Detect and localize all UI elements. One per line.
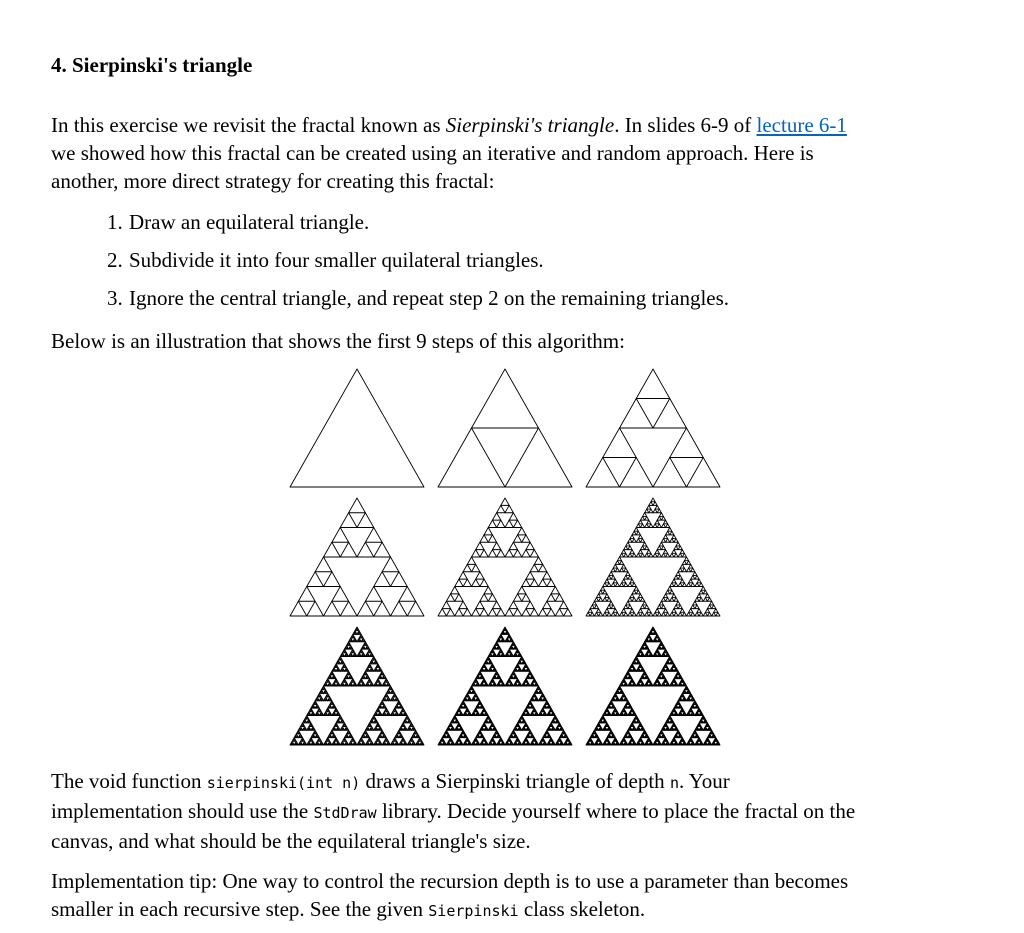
sierpinski-depth-5: [586, 498, 720, 616]
description-text: . Your: [678, 769, 730, 793]
description-line-2: [51, 797, 971, 827]
sierpinski-depth-8: [586, 627, 720, 745]
step-number: 2.: [107, 248, 123, 272]
depth-parameter: n: [669, 774, 679, 792]
step-number: 1.: [107, 210, 123, 234]
tip-text: smaller in each recursive step. See the given: [51, 897, 429, 921]
description-paragraph: [51, 767, 971, 855]
step-text: Ignore the central triangle, and repeat step 2 on the remaining triangles.: [129, 286, 730, 310]
tip-paragraph: [51, 867, 971, 925]
sierpinski-depth-3: [290, 498, 424, 616]
class-name: Sierpinski: [428, 902, 519, 920]
intro-line-3: another, more direct strategy for creating this fractal:: [51, 169, 495, 193]
exercise-heading: 4. Sierpinski's triangle: [51, 53, 253, 77]
description-text: implementation should use the: [51, 799, 314, 823]
intro-line-2: we showed how this fractal can be created using an iterative and random approach. Here is: [51, 141, 814, 165]
intro-text: In this exercise we revisit the fractal known as: [51, 113, 446, 137]
lecture-link[interactable]: lecture 6-1: [756, 113, 847, 137]
intro-line-1: [51, 111, 971, 139]
description-text: library. Decide yourself where to place the fractal on the: [376, 799, 856, 823]
step-text: Draw an equilateral triangle.: [129, 210, 370, 234]
sierpinski-depth-1: [438, 369, 572, 487]
sierpinski-depth-0: [290, 369, 424, 487]
description-text: The void function: [51, 769, 207, 793]
intro-text: . In slides 6-9 of: [614, 113, 757, 137]
description-line-3: canvas, and what should be the equilateral triangle's size.: [51, 829, 531, 853]
tip-line-2: [51, 895, 971, 925]
sierpinski-depth-4: [438, 498, 572, 616]
tip-line-1: Implementation tip: One way to control the recursion depth is to use a parameter than becomes: [51, 869, 849, 893]
description-text: draws a Sierpinski triangle of depth: [360, 769, 670, 793]
sierpinski-depth-6: [290, 627, 424, 745]
sierpinski-steps-figure: [289, 368, 723, 746]
tip-text: class skeleton.: [518, 897, 646, 921]
fractal-name: Sierpinski's triangle: [445, 113, 615, 137]
sierpinski-depth-7: [438, 627, 572, 745]
intro-paragraph: [51, 111, 971, 195]
description-line-1: [51, 767, 971, 797]
sierpinski-depth-2: [586, 369, 720, 487]
library-name: StdDraw: [313, 804, 377, 822]
illustration-caption: Below is an illustration that shows the first 9 steps of this algorithm:: [51, 329, 625, 353]
step-text: Subdivide it into four smaller quilateral triangles.: [129, 248, 544, 272]
function-signature: sierpinski(int n): [206, 774, 361, 792]
step-number: 3.: [107, 286, 123, 310]
